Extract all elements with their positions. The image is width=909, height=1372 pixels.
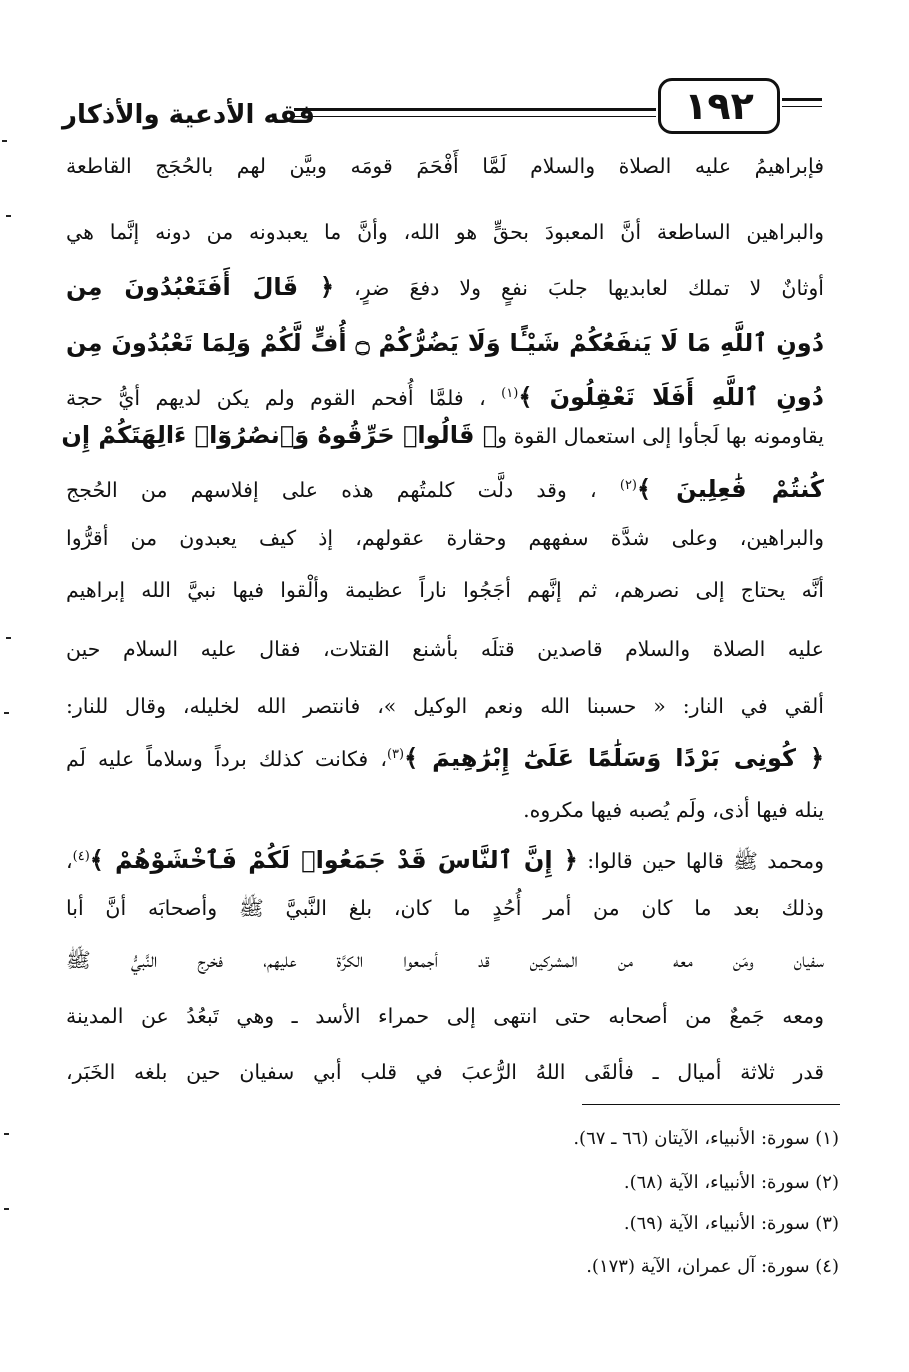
text-line — [66, 629, 824, 669]
text-run: ألقي في النار: « حسبنا الله ونعم الوكيل »، فانتصر الله لخليله، وقال للنار: — [66, 694, 824, 718]
text-line — [66, 212, 824, 252]
page-number-box — [658, 78, 780, 134]
page-number: ١٩٢ — [684, 84, 754, 128]
margin-mark — [4, 1208, 9, 1210]
quran-verse: ﴿ كُونِى بَرْدًا وَسَلَٰمًا عَلَىٰٓ إِبْرَٰهِيمَ ﴾ — [404, 743, 825, 772]
page-header — [62, 78, 822, 140]
text-run: وذلك بعد ما كان من أمر أُحُدٍ ما كان، بلغ النَّبيَّ ﷺ وأصحابَه أنَّ أبا — [66, 896, 824, 920]
header-rule-right — [782, 98, 822, 101]
text-run: أوثانٌ لا تملك لعابديها جلبَ نفعٍ ولا دفعَ ضرٍ، — [334, 276, 824, 300]
text-run: ومحمد ﷺ قالها حين قالوا: — [577, 848, 824, 873]
footnote-2: (٢) سورة: الأنبياء، الآية (٦٨). — [623, 1172, 839, 1193]
text-run: سفيان ومَن معه من المشركين قد أجمعوا الكرَّة عليهم، فخرج النَّبيُّ ﷺ — [66, 948, 824, 972]
text-run: فإبراهيمُ عليه الصلاة والسلام لَمَّا أَفْحَمَ قومَه وبيَّن لهم بالحُجَج القاطعة — [66, 154, 824, 178]
margin-mark — [4, 1133, 9, 1135]
footnote-ref: (١) — [501, 386, 519, 401]
text-run: ، فكانت كذلك برداً وسلاماً عليه لَم — [66, 746, 387, 771]
text-line — [66, 888, 824, 928]
text-run: عليه الصلاة والسلام قاصدين قتلَه بأشنع القتلات، فقال عليه السلام حين — [66, 637, 824, 661]
text-line — [66, 466, 824, 506]
text-run: ، فلمَّا أُفحم القوم ولم يكن لديهم أيُّ حجة — [66, 385, 502, 410]
text-line — [61, 415, 824, 455]
margin-mark — [6, 637, 11, 639]
footnote-ref: (٤) — [72, 849, 90, 864]
quran-verse: كُنتُمْ فَٰعِلِينَ ﴾ — [637, 474, 824, 503]
margin-mark — [2, 140, 7, 142]
quran-verse: ﴿ قَالَ أَفَتَعْبُدُونَ مِن — [66, 273, 335, 301]
text-run: والبراهين الساطعة أنَّ المعبودَ بحقٍّ هو الله، وأنَّ ما يعبدونه من دونه إنَّما هي — [66, 220, 824, 244]
text-line — [66, 267, 824, 307]
text-run: ، — [66, 848, 73, 873]
header-rule-left-thin — [294, 116, 656, 117]
margin-mark — [4, 712, 9, 714]
running-title: فقه الأدعية والأذكار — [62, 100, 315, 130]
text-run: ، وقد دلَّت كلمتُهم هذه على إفلاسهم من الحُجج — [66, 477, 620, 502]
text-line — [66, 940, 824, 980]
text-line — [66, 1052, 824, 1092]
text-line — [66, 996, 824, 1036]
footnote-ref: (٣) — [386, 747, 405, 762]
footnote-1: (١) سورة: الأنبياء، الآيتان (٦٦ ـ ٦٧). — [573, 1128, 839, 1149]
text-run: قدر ثلاثة أميال ـ فألقَى اللهُ الرُّعبَ في قلب أبي سفيان حين بلغه الخَبَر، — [66, 1060, 824, 1084]
footnote-4: (٤) سورة: آل عمران، الآية (١٧٣). — [586, 1256, 839, 1277]
footnote-separator — [582, 1104, 840, 1105]
text-run: ومعه جَمعٌ من أصحابه حتى انتهى إلى حمراء الأسد ـ وهي تَبعُدُ عن المدينة — [66, 1004, 824, 1028]
text-run: أنَّه يحتاج إلى نصرهم، ثم إنَّهم أجَجُوا ناراً عظيمة وألْقوا فيها نبيَّ الله إبراهيم — [66, 578, 824, 602]
text-run: ينله فيها أذى، ولَم يُصبه فيها مكروه. — [523, 798, 824, 822]
text-line — [66, 374, 824, 414]
text-line — [66, 735, 824, 775]
text-line — [66, 570, 824, 610]
quran-verse: ﴿ إِنَّ ٱلنَّاسَ قَدْ جَمَعُوا۟ لَكُمْ فَٱخْشَوْهُمْ ﴾ — [89, 845, 578, 874]
quran-verse: دُونِ ٱللَّهِ مَا لَا يَنفَعُكُمْ شَيْـًٔا وَلَا يَضُرُّكُمْ ۝ أُفٍّ لَّكُمْ وَلِمَا تَعْبُدُونَ مِن — [66, 329, 825, 357]
text-line — [66, 686, 824, 726]
text-line — [66, 323, 824, 363]
text-line — [66, 518, 824, 558]
text-run: يقاومونه بها لَجأوا إلى استعمال القوة و — [497, 424, 824, 448]
text-line — [66, 146, 824, 186]
footnote-3: (٣) سورة: الأنبياء، الآية (٦٩). — [623, 1213, 839, 1234]
quran-verse: دُونِ ٱللَّهِ أَفَلَا تَعْقِلُونَ ﴾ — [518, 382, 824, 411]
quran-verse: ﴿ قَالُوا۟ حَرِّقُوهُ وَٱنصُرُوٓا۟ ءَالِهَتَكُمْ إِن — [61, 421, 498, 449]
header-rule-left — [294, 108, 656, 111]
text-run: والبراهين، وعلى شدَّة سفههم وحقارة عقولهم، إذ كيف يعبدون من أقرُّوا — [66, 526, 824, 550]
footnote-ref: (٢) — [619, 478, 637, 493]
margin-mark — [6, 215, 11, 217]
text-line — [66, 790, 824, 830]
text-line — [66, 837, 824, 877]
header-rule-right-thin — [782, 106, 822, 107]
